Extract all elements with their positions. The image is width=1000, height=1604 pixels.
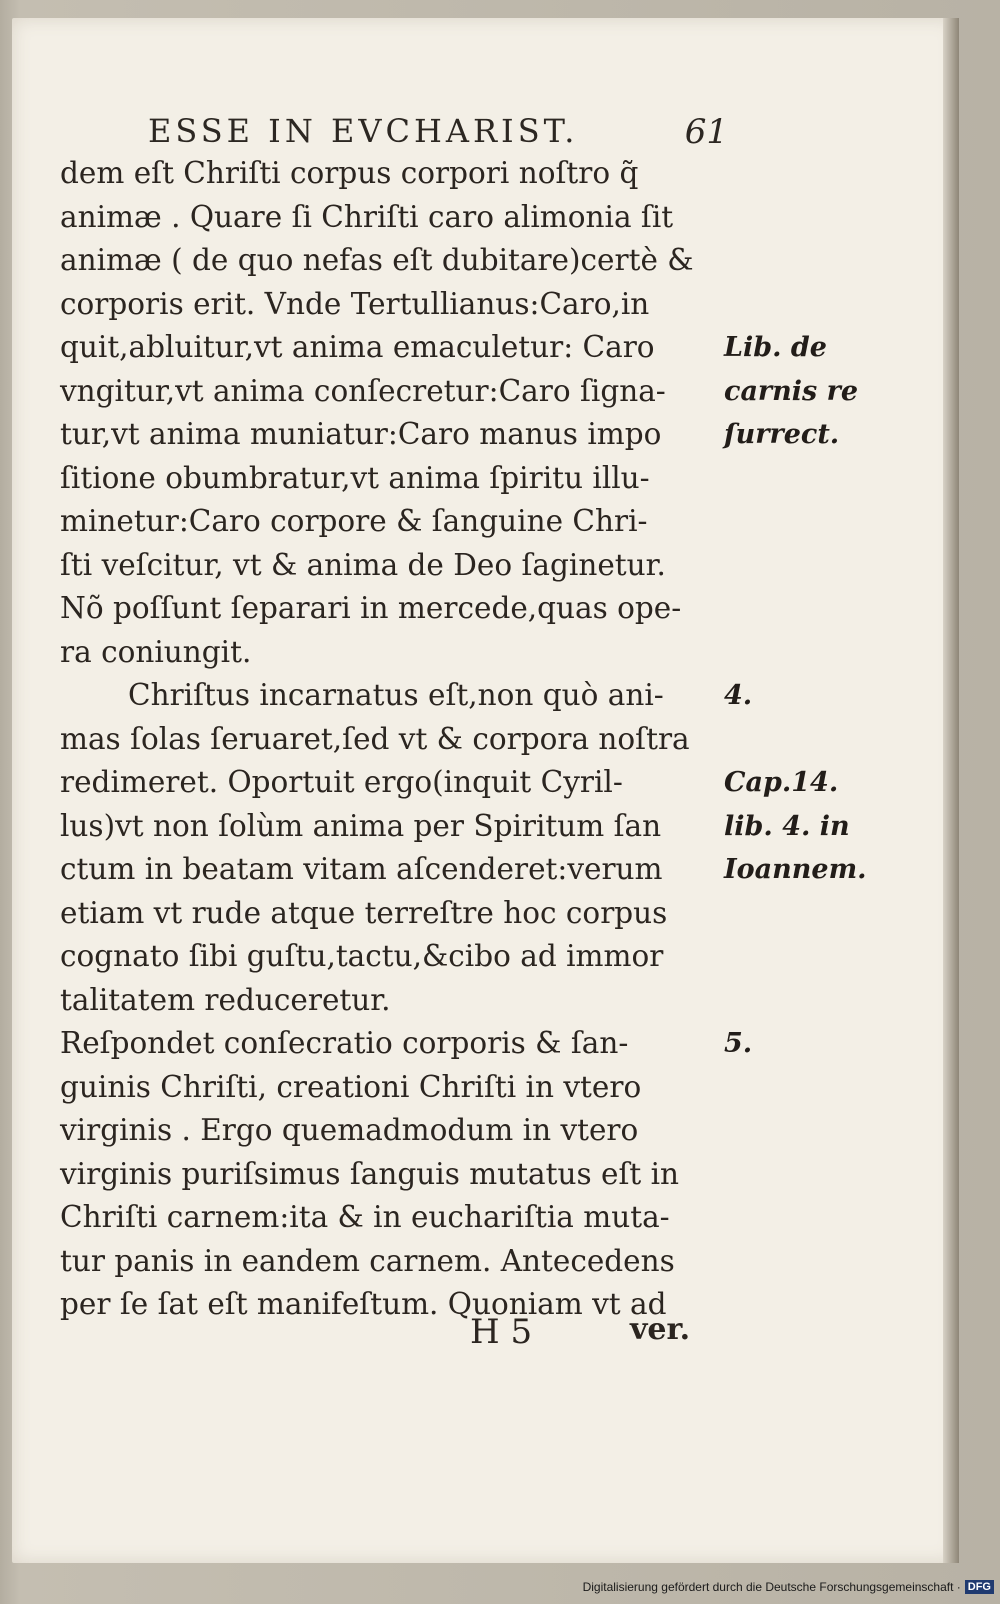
page-footer <box>0 1312 944 1358</box>
text-line: animæ . Quare ſi Chriſti caro alimonia ſit <box>60 199 674 234</box>
margin-note: 4. <box>724 680 753 711</box>
margin-note: Ioannem. <box>724 854 867 885</box>
margin-note <box>724 1240 852 1284</box>
margin-note <box>724 283 852 327</box>
margin-note: 5. <box>724 1028 753 1059</box>
text-line: quit,abluitur,vt anima emaculetur: Caro <box>60 330 655 364</box>
text-line: tur,vt anima muniatur:Caro manus impo <box>60 417 662 451</box>
page-number: 61 <box>684 112 728 152</box>
margin-note <box>724 1109 852 1153</box>
text-line: Reſpondet conſecratio corporis & ſan- <box>60 1026 629 1060</box>
body-text <box>60 152 720 1327</box>
text-line: animæ ( de quo nefas eſt dubitare)certè & <box>60 243 694 277</box>
text-line: Nõ poſſunt ſeparari in mercede,quas ope- <box>60 591 682 625</box>
text-line: minetur:Caro corpore & ſanguine Chri- <box>60 504 648 538</box>
text-line: mas ſolas ſeruaret,ſed vt & corpora noſtra <box>60 721 690 756</box>
text-line: dem eſt Chriſti corpus corpori noſtro q̃ <box>60 156 639 190</box>
margin-note <box>724 718 852 762</box>
page-header <box>148 112 728 152</box>
margin-note <box>724 196 852 240</box>
page-gutter <box>943 18 959 1563</box>
text-line: virginis . Ergo quemadmodum in vtero <box>60 1113 639 1147</box>
margin-note: Cap.14. <box>724 767 839 798</box>
credit-text: Digitalisierung gefördert durch die Deutsche Forschungsgemeinschaft · <box>582 1580 961 1594</box>
margin-note: lib. 4. in <box>724 810 850 842</box>
margin-note: carnis re <box>724 375 859 407</box>
text-line: corporis erit. Vnde Tertullianus:Caro,in <box>60 286 650 321</box>
dfg-logo: DFG <box>965 1580 994 1594</box>
text-line: virginis puriſsimus ſanguis mutatus eſt in <box>60 1156 680 1191</box>
margin-note <box>724 457 852 501</box>
text-line: lus)vt non ſolùm anima per Spiritum ſan <box>60 808 662 843</box>
text-line: Chriſtus incarnatus eſt,non quò ani- <box>128 678 664 712</box>
text-line: ctum in beatam vitam aſcenderet:verum <box>60 852 663 886</box>
text-line: talitatem reduceretur. <box>60 982 391 1017</box>
margin-note <box>724 152 852 196</box>
margin-note <box>724 544 852 588</box>
margin-note <box>724 1066 852 1110</box>
margin-note: ſurrect. <box>724 419 840 450</box>
margin-note <box>724 1196 852 1240</box>
margin-note <box>724 631 852 675</box>
margin-note <box>724 239 852 283</box>
margin-note <box>724 935 852 979</box>
text-line: tur panis in eandem carnem. Antecedens <box>60 1243 675 1278</box>
text-line: redimeret. Oportuit ergo(inquit Cyril- <box>60 765 623 799</box>
text-line: ſti veſcitur, vt & anima de Deo ſaginetur. <box>60 547 666 582</box>
margin-note <box>724 587 852 631</box>
margin-note: Lib. de <box>724 332 827 363</box>
margin-notes <box>724 152 867 1327</box>
margin-note <box>724 892 852 936</box>
margin-note <box>724 1153 852 1197</box>
text-line: guinis Chriſti, creationi Chriſti in vtero <box>60 1069 642 1104</box>
margin-note <box>724 979 852 1023</box>
digitization-credit <box>583 1572 994 1602</box>
text-line: Chriſti carnem:ita & in euchariſtia muta- <box>60 1200 670 1234</box>
running-title: ESSE IN EVCHARIST. <box>148 112 579 150</box>
text-line: cognato ſibi guſtu,tactu,&cibo ad immor <box>60 939 664 973</box>
text-line: ſitione obumbratur,vt anima ſpiritu illu- <box>60 460 650 495</box>
margin-note <box>724 500 852 544</box>
text-line: etiam vt rude atque terreſtre hoc corpus <box>60 895 668 930</box>
signature-mark: H 5 <box>470 1312 533 1352</box>
text-line: ra coniungit. <box>60 634 252 669</box>
catchword: ver. <box>630 1312 691 1347</box>
text-line: per ſe ſat eſt manifeſtum. Quoniam vt ad <box>60 1287 667 1321</box>
text-line: vngitur,vt anima conſecretur:Caro ſigna- <box>60 373 666 408</box>
